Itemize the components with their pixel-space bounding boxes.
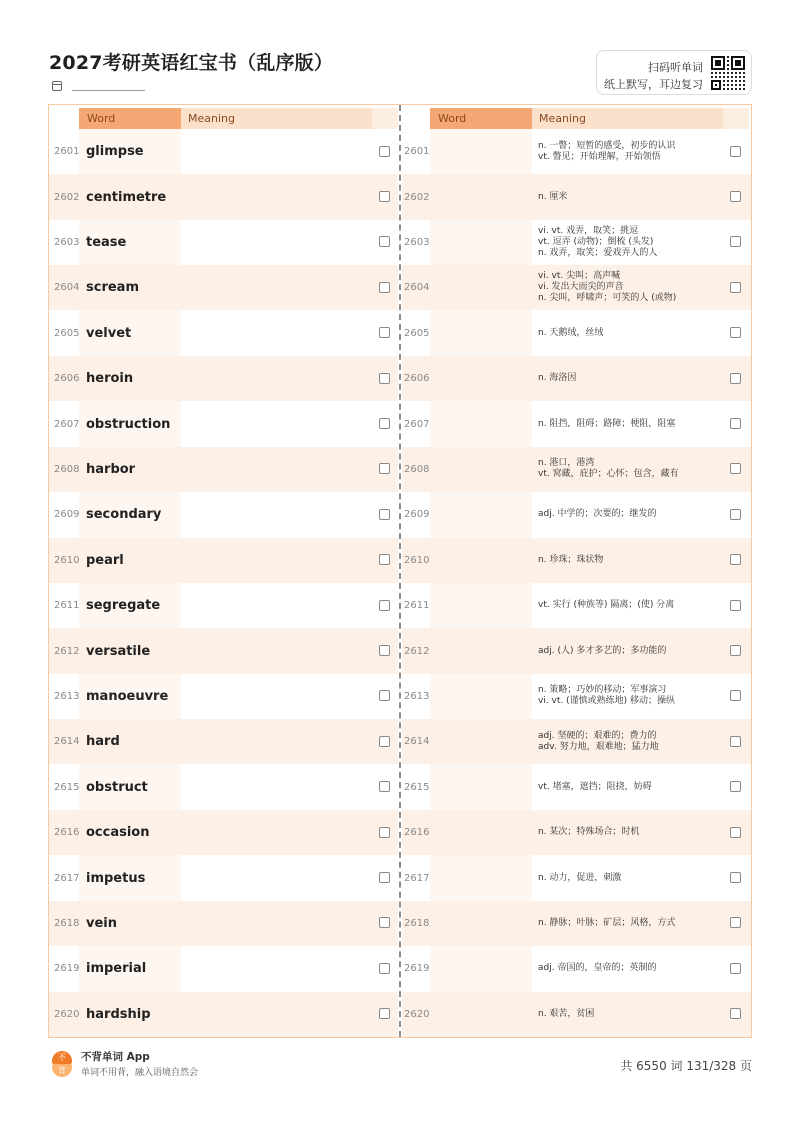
meaning-write-in[interactable] (181, 992, 372, 1037)
word-text: obstruct (86, 779, 148, 795)
word-text: versatile (86, 643, 151, 659)
row-number: 2620 (54, 1008, 80, 1020)
word-write-in[interactable] (432, 129, 532, 174)
meaning-write-in[interactable] (181, 356, 372, 401)
checkbox-icon[interactable] (379, 418, 390, 429)
table-row (49, 265, 398, 310)
table-row (402, 719, 751, 764)
table-row (49, 129, 398, 174)
promo-line-1: 扫码听单词 (648, 61, 703, 74)
meaning-text: adj. (人) 多才多艺的；多功能的 (538, 645, 667, 656)
checkbox-icon[interactable] (379, 690, 390, 701)
meaning-column-half (400, 105, 751, 1037)
row-number: 2617 (54, 872, 80, 884)
row-number: 2618 (404, 917, 430, 929)
checkbox-icon[interactable] (730, 236, 741, 247)
row-number: 2609 (404, 509, 430, 521)
row-number: 2603 (404, 236, 430, 248)
meaning-write-in[interactable] (181, 719, 372, 764)
meaning-text: n. 港口，港湾 vt. 窝藏，庇护；心怀；包含，藏有 (538, 458, 679, 480)
table-row (49, 447, 398, 492)
word-sheet (48, 104, 752, 1038)
meaning-text: n. 动力，促进，刺激 (538, 872, 622, 883)
table-row (49, 855, 398, 900)
checkbox-icon[interactable] (730, 645, 741, 656)
row-number: 2605 (404, 327, 430, 339)
row-number: 2602 (54, 191, 80, 203)
word-text: hardship (86, 1006, 151, 1022)
checkbox-icon[interactable] (730, 191, 741, 202)
word-text: harbor (86, 461, 136, 477)
word-text: imperial (86, 961, 147, 977)
row-number: 2613 (404, 690, 430, 702)
table-row (402, 538, 751, 583)
checkbox-icon[interactable] (730, 418, 741, 429)
word-text: impetus (86, 870, 146, 886)
checkbox-icon[interactable] (379, 1008, 390, 1019)
table-row (402, 855, 751, 900)
checkbox-icon[interactable] (379, 463, 390, 474)
checkbox-icon[interactable] (379, 600, 390, 611)
row-number: 2616 (404, 827, 430, 839)
row-number: 2609 (54, 509, 80, 521)
word-text: centimetre (86, 189, 167, 205)
table-row (49, 674, 398, 719)
word-column-half (49, 105, 400, 1037)
meaning-text: n. 策略；巧妙的移动；军事演习 vi. vt. (谨慎或熟练地) 移动；操纵 (538, 685, 676, 707)
meaning-text: n. 天鹅绒，丝绒 (538, 327, 604, 338)
word-write-in[interactable] (432, 311, 532, 356)
checkbox-icon[interactable] (730, 872, 741, 883)
checkbox-icon[interactable] (379, 963, 390, 974)
row-number: 2619 (54, 963, 80, 975)
meaning-write-in[interactable] (181, 129, 372, 174)
word-text: segregate (86, 598, 161, 614)
column-header-word: Word (79, 108, 181, 129)
row-number: 2611 (54, 600, 80, 612)
meaning-text: n. 阻挡，阻碍；路障；梗阻，阻塞 (538, 418, 676, 429)
table-row (402, 946, 751, 991)
meaning-write-in[interactable] (181, 674, 372, 719)
table-row (402, 129, 751, 174)
meaning-write-in[interactable] (181, 492, 372, 537)
row-number: 2608 (54, 463, 80, 475)
meaning-text: vt. 堵塞，遮挡；阻挠，妨碍 (538, 781, 652, 792)
row-number: 2615 (404, 781, 430, 793)
checkbox-icon[interactable] (730, 827, 741, 838)
table-row (49, 583, 398, 628)
word-write-in[interactable] (432, 220, 532, 265)
table-row (402, 810, 751, 855)
table-row (49, 901, 398, 946)
meaning-write-in[interactable] (181, 855, 372, 900)
table-row (402, 220, 751, 265)
meaning-text: n. 静脉；叶脉；矿层；风格，方式 (538, 917, 676, 928)
footer-slogan: 单词不用背，融入语境自然会 (81, 1068, 199, 1078)
checkbox-icon[interactable] (379, 736, 390, 747)
checkbox-icon[interactable] (379, 146, 390, 157)
checkbox-icon[interactable] (730, 963, 741, 974)
word-text: velvet (86, 325, 132, 341)
qr-code-icon[interactable] (711, 56, 745, 90)
table-row (402, 492, 751, 537)
row-number: 2612 (404, 645, 430, 657)
row-number: 2612 (54, 645, 80, 657)
meaning-text: n. 海洛因 (538, 373, 577, 384)
row-number: 2606 (404, 373, 430, 385)
meaning-write-in[interactable] (181, 447, 372, 492)
checkbox-icon[interactable] (730, 1008, 741, 1019)
checkbox-icon[interactable] (730, 509, 741, 520)
table-row (402, 311, 751, 356)
row-number: 2604 (54, 282, 80, 294)
row-number: 2616 (54, 827, 80, 839)
row-number: 2617 (404, 872, 430, 884)
meaning-text: vi. vt. 尖叫；高声喊 vi. 发出大而尖的声音 n. 尖叫，呼啸声；可笑的人 (或物) (538, 271, 677, 304)
meaning-write-in[interactable] (181, 538, 372, 583)
row-number: 2602 (404, 191, 430, 203)
word-write-in[interactable] (432, 447, 532, 492)
column-header-meaning: Meaning (532, 108, 723, 129)
column-header-word: Word (430, 108, 532, 129)
word-write-in[interactable] (432, 492, 532, 537)
word-write-in[interactable] (432, 401, 532, 446)
page-counter: 共 6550 词 131/328 页 (620, 1059, 752, 1073)
table-row (402, 401, 751, 446)
meaning-text: vt. 实行 (种族等) 隔离；(使) 分离 (538, 600, 675, 611)
row-number: 2601 (404, 146, 430, 158)
table-row (49, 401, 398, 446)
row-number: 2604 (404, 282, 430, 294)
word-text: occasion (86, 825, 150, 841)
row-number: 2611 (404, 600, 430, 612)
word-write-in[interactable] (432, 901, 532, 946)
row-number: 2605 (54, 327, 80, 339)
word-write-in[interactable] (432, 265, 532, 310)
word-text: obstruction (86, 416, 171, 432)
checkbox-icon[interactable] (379, 645, 390, 656)
page-title: 2027考研英语红宝书（乱序版） (49, 52, 334, 74)
app-logo-icon: 不 背 (52, 1051, 72, 1077)
checkbox-icon[interactable] (730, 917, 741, 928)
meaning-text: adj. 帝国的，皇帝的；英制的 (538, 963, 657, 974)
table-row (49, 492, 398, 537)
meaning-write-in[interactable] (181, 583, 372, 628)
meaning-write-in[interactable] (181, 401, 372, 446)
checkbox-icon[interactable] (730, 600, 741, 611)
checkbox-icon[interactable] (379, 781, 390, 792)
table-row (49, 765, 398, 810)
checkbox-icon[interactable] (730, 327, 741, 338)
listen-promo-box (596, 50, 752, 95)
checkbox-icon[interactable] (730, 554, 741, 565)
table-row (402, 992, 751, 1037)
table-row (402, 628, 751, 673)
row-number: 2601 (54, 146, 80, 158)
word-text: glimpse (86, 144, 144, 160)
word-text: heroin (86, 371, 134, 387)
meaning-write-in[interactable] (181, 628, 372, 673)
table-row (402, 265, 751, 310)
checkbox-icon[interactable] (730, 282, 741, 293)
table-row (402, 447, 751, 492)
row-number: 2607 (404, 418, 430, 430)
table-row (49, 174, 398, 219)
footer-app-name: 不背单词 App (81, 1051, 150, 1063)
meaning-write-in[interactable] (181, 901, 372, 946)
word-write-in[interactable] (432, 946, 532, 991)
word-write-in[interactable] (432, 992, 532, 1037)
meaning-text: adj. 坚硬的；艰难的；费力的 adv. 努力地，艰难地；猛力地 (538, 730, 659, 752)
word-text: scream (86, 280, 139, 296)
column-header-check (723, 108, 749, 129)
word-write-in[interactable] (432, 356, 532, 401)
table-row (402, 583, 751, 628)
checkbox-icon[interactable] (379, 827, 390, 838)
checkbox-icon[interactable] (379, 236, 390, 247)
word-text: tease (86, 234, 127, 250)
checkbox-icon[interactable] (379, 327, 390, 338)
row-number: 2614 (404, 736, 430, 748)
meaning-write-in[interactable] (181, 174, 372, 219)
row-number: 2607 (54, 418, 80, 430)
promo-line-2: 纸上默写，耳边复习 (604, 78, 703, 91)
row-number: 2620 (404, 1008, 430, 1020)
meaning-write-in[interactable] (181, 946, 372, 991)
meaning-text: adj. 中学的；次要的；继发的 (538, 509, 657, 520)
checkbox-icon[interactable] (730, 781, 741, 792)
row-number: 2608 (404, 463, 430, 475)
table-row (402, 174, 751, 219)
row-number: 2603 (54, 236, 80, 248)
table-row (49, 538, 398, 583)
calendar-icon (52, 81, 62, 91)
row-number: 2606 (54, 373, 80, 385)
table-row (49, 719, 398, 764)
checkbox-icon[interactable] (379, 554, 390, 565)
checkbox-icon[interactable] (379, 191, 390, 202)
row-number: 2613 (54, 690, 80, 702)
word-write-in[interactable] (432, 855, 532, 900)
word-text: pearl (86, 552, 124, 568)
column-header-check (372, 108, 398, 129)
meaning-text: n. 艰苦，贫困 (538, 1008, 595, 1019)
word-write-in[interactable] (432, 174, 532, 219)
word-write-in[interactable] (432, 583, 532, 628)
word-text: hard (86, 734, 120, 750)
table-row (49, 992, 398, 1037)
row-number: 2610 (54, 554, 80, 566)
column-header-meaning: Meaning (181, 108, 372, 129)
meaning-write-in[interactable] (181, 810, 372, 855)
checkbox-icon[interactable] (379, 282, 390, 293)
table-row (402, 674, 751, 719)
word-write-in[interactable] (432, 719, 532, 764)
word-text: manoeuvre (86, 688, 169, 704)
row-number: 2614 (54, 736, 80, 748)
word-write-in[interactable] (432, 765, 532, 810)
meaning-write-in[interactable] (181, 265, 372, 310)
checkbox-icon[interactable] (730, 373, 741, 384)
table-row (49, 628, 398, 673)
checkbox-icon[interactable] (730, 690, 741, 701)
checkbox-icon[interactable] (730, 463, 741, 474)
table-row (49, 810, 398, 855)
checkbox-icon[interactable] (730, 146, 741, 157)
word-write-in[interactable] (432, 674, 532, 719)
row-number: 2618 (54, 917, 80, 929)
word-write-in[interactable] (432, 810, 532, 855)
table-row (49, 946, 398, 991)
table-row (49, 311, 398, 356)
meaning-text: n. 一瞥；短暂的感受，初步的认识 vt. 瞥见；开始理解，开始领悟 (538, 140, 676, 162)
checkbox-icon[interactable] (379, 917, 390, 928)
row-number: 2619 (404, 963, 430, 975)
meaning-text: n. 厘米 (538, 191, 568, 202)
checkbox-icon[interactable] (730, 736, 741, 747)
date-blank-line[interactable] (72, 90, 145, 91)
table-row (402, 901, 751, 946)
meaning-write-in[interactable] (181, 220, 372, 265)
table-row (49, 356, 398, 401)
table-row (402, 356, 751, 401)
meaning-text: n. 珍珠；珠状物 (538, 554, 604, 565)
checkbox-icon[interactable] (379, 373, 390, 384)
meaning-write-in[interactable] (181, 765, 372, 810)
table-row (49, 220, 398, 265)
word-text: secondary (86, 507, 162, 523)
table-row (402, 765, 751, 810)
word-write-in[interactable] (432, 538, 532, 583)
meaning-text: n. 某次；特殊场合；时机 (538, 827, 640, 838)
row-number: 2610 (404, 554, 430, 566)
date-field (52, 80, 145, 91)
checkbox-icon[interactable] (379, 509, 390, 520)
meaning-write-in[interactable] (181, 311, 372, 356)
meaning-text: vi. vt. 戏弄，取笑；挑逗 vt. 逗弄 (动物)；倒梳 (头发) n. 戏弄，取笑；爱戏弄人的人 (538, 225, 658, 258)
word-text: vein (86, 915, 118, 931)
checkbox-icon[interactable] (379, 872, 390, 883)
word-write-in[interactable] (432, 628, 532, 673)
row-number: 2615 (54, 781, 80, 793)
